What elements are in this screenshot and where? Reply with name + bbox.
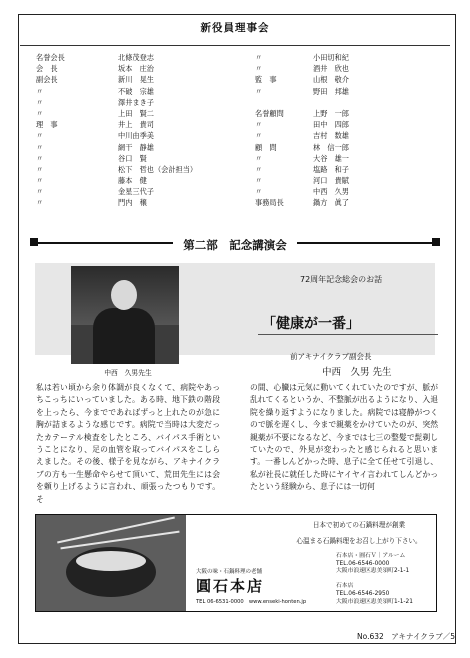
roster-name: 山根 敬介 [313, 75, 349, 85]
roster-row [255, 186, 435, 197]
roster-row [36, 63, 236, 74]
roster-row [255, 63, 435, 74]
roster-name: 網干 静雄 [118, 142, 154, 152]
roster-role: 〃 [36, 97, 44, 107]
roster-row [36, 197, 236, 208]
roster-role: 〃 [255, 86, 263, 96]
roster-role: 名誉顧問 [255, 108, 284, 118]
roster-row [255, 175, 435, 186]
roster-role: 〃 [255, 187, 263, 197]
roster-name: 河口 貴賦 [313, 176, 349, 186]
roster-role: 〃 [255, 131, 263, 141]
roster-name: 上田 賢二 [118, 108, 154, 118]
roster-role: 〃 [255, 120, 263, 130]
ad-tagline: 日本で初めての石鍋料理が創業 [312, 521, 406, 529]
roster-name: 林 信一郎 [313, 142, 349, 152]
roster-role: 〃 [36, 86, 44, 96]
roster-name: 吉村 数雄 [313, 131, 349, 141]
roster-row [255, 142, 435, 153]
roster-name: 小田切和紀 [313, 53, 349, 62]
roster-row [36, 97, 236, 108]
section-title: 新役員理事会 [200, 22, 270, 34]
roster-role: 事務局長 [255, 198, 284, 208]
roster-role: 〃 [36, 131, 44, 141]
roster-row [36, 164, 236, 175]
roster-row [36, 130, 236, 141]
speaker-photo [71, 266, 179, 364]
title-underline [258, 334, 438, 335]
roster-role: 顧 問 [255, 142, 277, 152]
speaker-role: 前アキナイクラブ副会長 [290, 352, 372, 361]
roster-role: 会 長 [36, 64, 58, 74]
roster-role: 理 事 [36, 120, 58, 130]
roster-row [36, 142, 236, 153]
roster-name: 大谷 雄一 [313, 153, 349, 163]
roster-name: 坂本 庄治 [118, 64, 154, 74]
roster-row [36, 86, 236, 97]
roster-role: 監 事 [255, 75, 277, 85]
roster-row [255, 130, 435, 141]
roster-row [36, 74, 236, 85]
roster-row [36, 119, 236, 130]
roster-row [255, 108, 435, 119]
roster-name: 金星三代子 [118, 187, 154, 197]
ad-store-info: 石本店・圓石Ｖ｜アルーム TEL.06-6546-0000 大阪市浪速区恵美須町2-1-1 石本店 TEL.06-6546-2950 大阪市浪速区恵美須町1-1-21 [336, 553, 413, 605]
roster-row [36, 153, 236, 164]
ad-logo-caption: 大阪の味・石鍋料理の老舗 [196, 569, 263, 575]
roster-role: 〃 [36, 164, 44, 174]
roster-name: 新川 晃生 [118, 75, 154, 85]
roster-name: 井上 貴司 [118, 120, 154, 130]
roster-row [255, 164, 435, 175]
roster-row [36, 52, 236, 63]
roster-role: 名誉会長 [36, 53, 65, 62]
roster-name: 松下 哲也（会計担当） [118, 164, 198, 174]
body-text-left: 私は若い頃から余り体調が良くなくて、病院やあっちこっちにいっていました。ある時、地下鉄の階段を上ったら、今までであればずっと上れたのが急に胸が詰まるような感じです。病院で当時は大変だったカテーテル検査をしたところ、バイパス手術ということになり、足の血管を取ってバイパスをこしらえました。その後、様子を見ながら、アキナイクラブの方も一生懸命やらせて頂いて、荒田先生には会を頼り上げるように言われ、頑張ったつもりです。そ [36, 383, 220, 504]
roster-name: 北條茂登志 [118, 53, 154, 62]
left-roster [36, 52, 236, 209]
roster-name: 野田 邦雄 [313, 86, 349, 96]
roster-role: 〃 [36, 187, 44, 197]
roster-name: 中西 久男 [313, 187, 349, 197]
ad-tagline-2: 心温まる石鍋料理をお召し上がり下さい。 [296, 537, 422, 545]
speaker-name: 中西 久男 先生 [322, 367, 392, 378]
ad-contact: TEL 06-6531-0000 www.enseki-honten.jp [196, 599, 307, 605]
roster-name: 谷口 賢 [118, 153, 147, 163]
roster-name: 門内 穣 [118, 198, 147, 208]
ad-logo: 圓石本店 [196, 577, 265, 595]
roster-name: 酒井 欣也 [313, 64, 349, 74]
roster-row [255, 86, 435, 97]
restaurant-ad [35, 514, 437, 612]
part-title: 第二部 記念講演会 [173, 238, 297, 252]
roster-row [255, 119, 435, 130]
roster-row [36, 175, 236, 186]
roster-role: 副会長 [36, 75, 58, 85]
roster-row [36, 186, 236, 197]
roster-name: 不破 宗雄 [118, 86, 154, 96]
page-footer: No.632 アキナイクラブ／5 [357, 632, 456, 641]
part-title-bar [30, 236, 440, 252]
roster-name: 塩路 和子 [313, 164, 349, 174]
roster-role: 〃 [255, 64, 263, 74]
lecture-subheading: 72周年記念総会のお話 [300, 275, 383, 284]
roster-name: 田中 四郎 [313, 120, 349, 130]
roster-role: 〃 [255, 53, 263, 62]
roster-role: 〃 [255, 164, 263, 174]
roster-name: 中川由季美 [118, 131, 154, 141]
roster-role: 〃 [36, 142, 44, 152]
roster-name: 鍋方 眞了 [313, 198, 349, 208]
lecture-title: 「健康が一番」 [262, 316, 360, 332]
section-divider [20, 45, 450, 46]
ad-food-photo [36, 515, 186, 611]
right-roster [255, 52, 435, 209]
roster-row [255, 97, 435, 108]
roster-row [255, 52, 435, 63]
roster-role: 〃 [36, 153, 44, 163]
roster-row [255, 74, 435, 85]
roster-role: 〃 [36, 198, 44, 208]
roster-row [255, 153, 435, 164]
roster-role: 〃 [36, 108, 44, 118]
roster-role: 〃 [255, 153, 263, 163]
photo-caption: 中西 久男先生 [104, 369, 152, 377]
roster-role: 〃 [36, 176, 44, 186]
roster-name: 澤井まき子 [118, 97, 154, 107]
roster-name: 藤本 健 [118, 176, 147, 186]
body-text-right: の間、心臓は元気に動いてくれていたのですが、脈が乱れてくるというか、不整脈が出るようになり、入退院を繰り返すようになりました。病院では寝静がつくので脈を遅くし、今まで親薬をかけていたのが、突然親薬が不要になるなど、今までは七三の整髪で髭剃していたので、外見が変わったと感じられると思います。一番しんどかった時、息子に全て任せて引退し、私が社長に就任した時にヤイヤイ言われてしんどかったという経験から、息子には一切何 [250, 383, 438, 492]
roster-row [255, 197, 435, 208]
roster-row [36, 108, 236, 119]
roster-name: 上野 一郎 [313, 108, 349, 118]
roster-role: 〃 [255, 176, 263, 186]
